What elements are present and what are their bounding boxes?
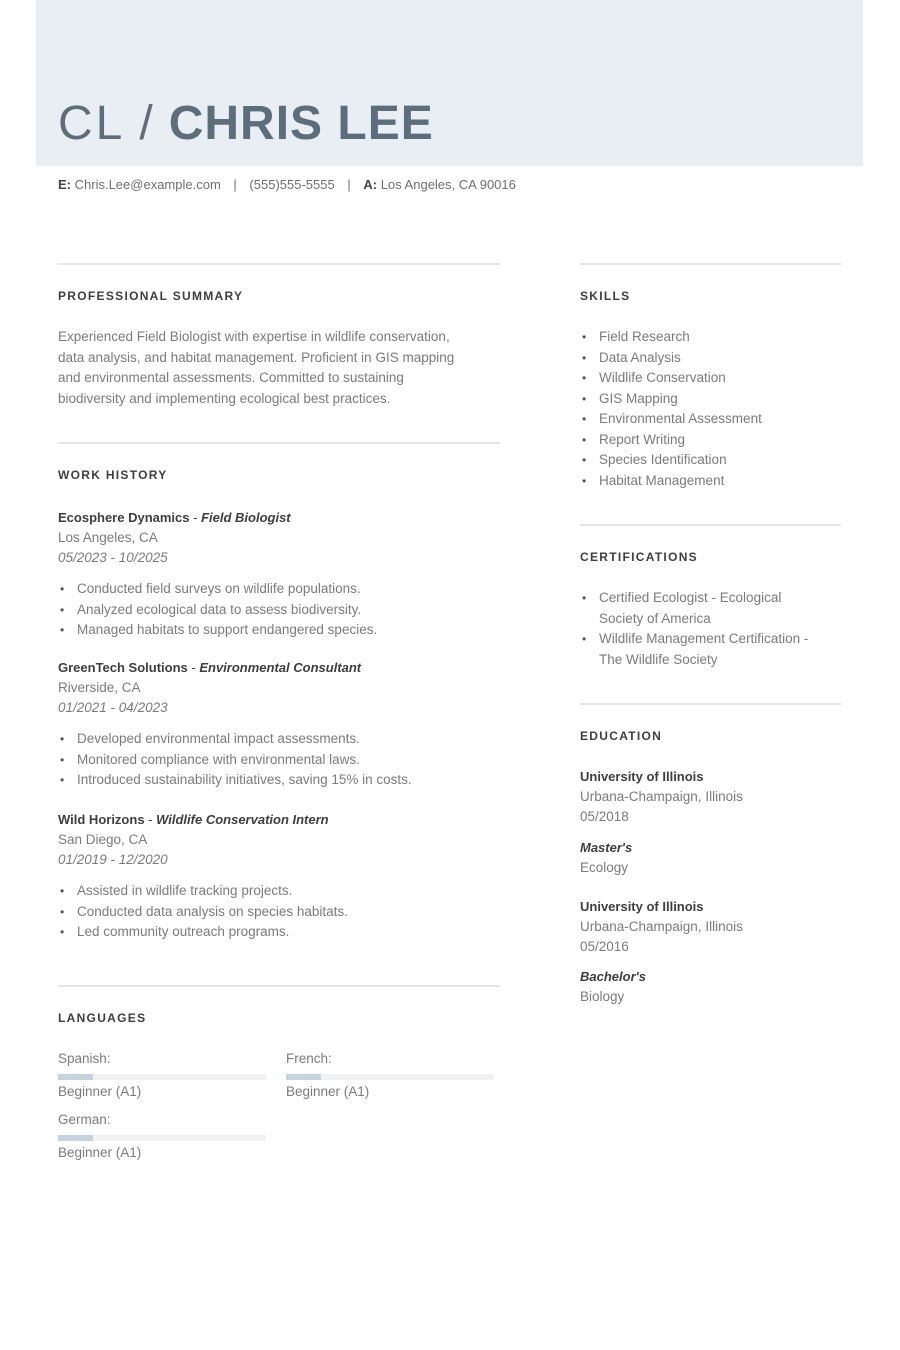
language-proficiency-bar [58,1135,266,1141]
list-item: • Conducted field surveys on wildlife populations. [58,579,508,600]
list-item: • Developed environmental impact assessments. [58,729,508,750]
graduation-date: 05/2016 [580,939,629,954]
section-divider [580,703,841,705]
job-bullets [58,729,508,791]
candidate-name [58,96,434,152]
certifications-title: CERTIFICATIONS [580,550,698,564]
skill-item: • Environmental Assessment [580,409,850,430]
list-item: • Monitored compliance with environmental laws. [58,750,508,771]
language-proficiency-fill [58,1135,93,1141]
language-level: Beginner (A1) [286,1084,370,1099]
skills-title: SKILLS [580,289,631,303]
section-divider [58,263,500,265]
language-name: French: [286,1051,332,1066]
job-heading [58,812,329,827]
list-item: • Assisted in wildlife tracking projects. [58,881,508,902]
job-role: Wildlife Conservation Intern [156,812,329,827]
skill-item: • GIS Mapping [580,389,850,410]
skill-item: • Species Identification [580,450,850,471]
language-proficiency-fill [286,1074,321,1080]
dash: - [189,510,202,525]
certification-line: • Wildlife Management Certification - [599,631,809,646]
school-location: Urbana-Champaign, Illinois [580,919,743,934]
job-bullets [58,881,508,943]
school-name: University of Illinois [580,769,704,784]
skills-list [580,327,850,491]
email-label: E: [58,177,71,192]
languages-title: LANGUAGES [58,1011,147,1025]
skill-item: • Report Writing [580,430,850,451]
list-item: • Led community outreach programs. [58,922,508,943]
full-name: CHRIS LEE [168,97,434,150]
phone[interactable]: (555)555-5555 [249,177,335,192]
contact-line [58,177,516,192]
summary-title: PROFESSIONAL SUMMARY [58,289,244,303]
job-heading [58,510,291,525]
section-divider [580,524,841,526]
name-separator: / [139,97,153,150]
school-location: Urbana-Champaign, Illinois [580,789,743,804]
job-location: San Diego, CA [58,832,148,847]
separator: | [347,177,351,192]
address-label: A: [363,177,378,192]
section-divider [580,263,841,265]
field-of-study: Ecology [580,860,629,875]
school-name: University of Illinois [580,899,704,914]
dash: - [187,660,200,675]
list-item: • Analyzed ecological data to assess biodiversity. [58,600,508,621]
dash: - [144,812,157,827]
company-name: Ecosphere Dynamics [58,510,190,525]
job-bullets [58,579,508,641]
skill-item: • Wildlife Conservation [580,368,850,389]
language-name: German: [58,1112,111,1127]
skill-item: • Data Analysis [580,348,850,369]
job-role: Environmental Consultant [199,660,362,675]
language-level: Beginner (A1) [58,1084,142,1099]
certification-item [580,588,850,629]
email[interactable]: Chris.Lee@example.com [74,177,221,192]
job-heading [58,660,361,675]
degree: Bachelor's [580,969,646,984]
field-of-study: Biology [580,989,625,1004]
certifications-list [580,588,850,670]
certification-line: • Certified Ecologist - Ecological [599,590,782,605]
summary-line: Experienced Field Biologist with expertise in wildlife conservation, [58,329,450,344]
name-initials: CL [58,97,126,150]
section-divider [58,442,500,444]
work-history-title: WORK HISTORY [58,468,168,482]
address: Los Angeles, CA 90016 [380,177,516,192]
graduation-date: 05/2018 [580,809,629,824]
certification-item [580,629,850,670]
job-location: Los Angeles, CA [58,530,158,545]
certification-line: The Wildlife Society [599,651,718,667]
summary-line: data analysis, and habitat management. Proficient in GIS mapping [58,349,455,365]
degree: Master's [580,840,633,855]
job-role: Field Biologist [201,510,291,525]
section-divider [58,985,500,987]
company-name: Wild Horizons [58,812,145,827]
job-dates: 01/2019 - 12/2020 [58,852,168,867]
list-item: • Managed habitats to support endangered species. [58,620,508,641]
summary-text [58,327,508,409]
job-location: Riverside, CA [58,680,141,695]
skill-item: • Habitat Management [580,471,850,492]
company-name: GreenTech Solutions [58,660,188,675]
language-level: Beginner (A1) [58,1145,142,1160]
separator: | [233,177,237,192]
education-title: EDUCATION [580,729,663,743]
certification-line: Society of America [599,610,711,626]
job-dates: 05/2023 - 10/2025 [58,550,168,565]
skill-item: • Field Research [580,327,850,348]
job-dates: 01/2021 - 04/2023 [58,700,168,715]
summary-line: biodiversity and implementing ecological best practices. [58,390,391,406]
list-item: • Conducted data analysis on species habitats. [58,902,508,923]
summary-line: and environmental assessments. Committed to sustaining [58,370,404,385]
language-name: Spanish: [58,1051,111,1066]
list-item: • Introduced sustainability initiatives, saving 15% in costs. [58,770,508,791]
language-proficiency-fill [58,1074,93,1080]
language-proficiency-bar [58,1074,266,1080]
language-proficiency-bar [286,1074,494,1080]
